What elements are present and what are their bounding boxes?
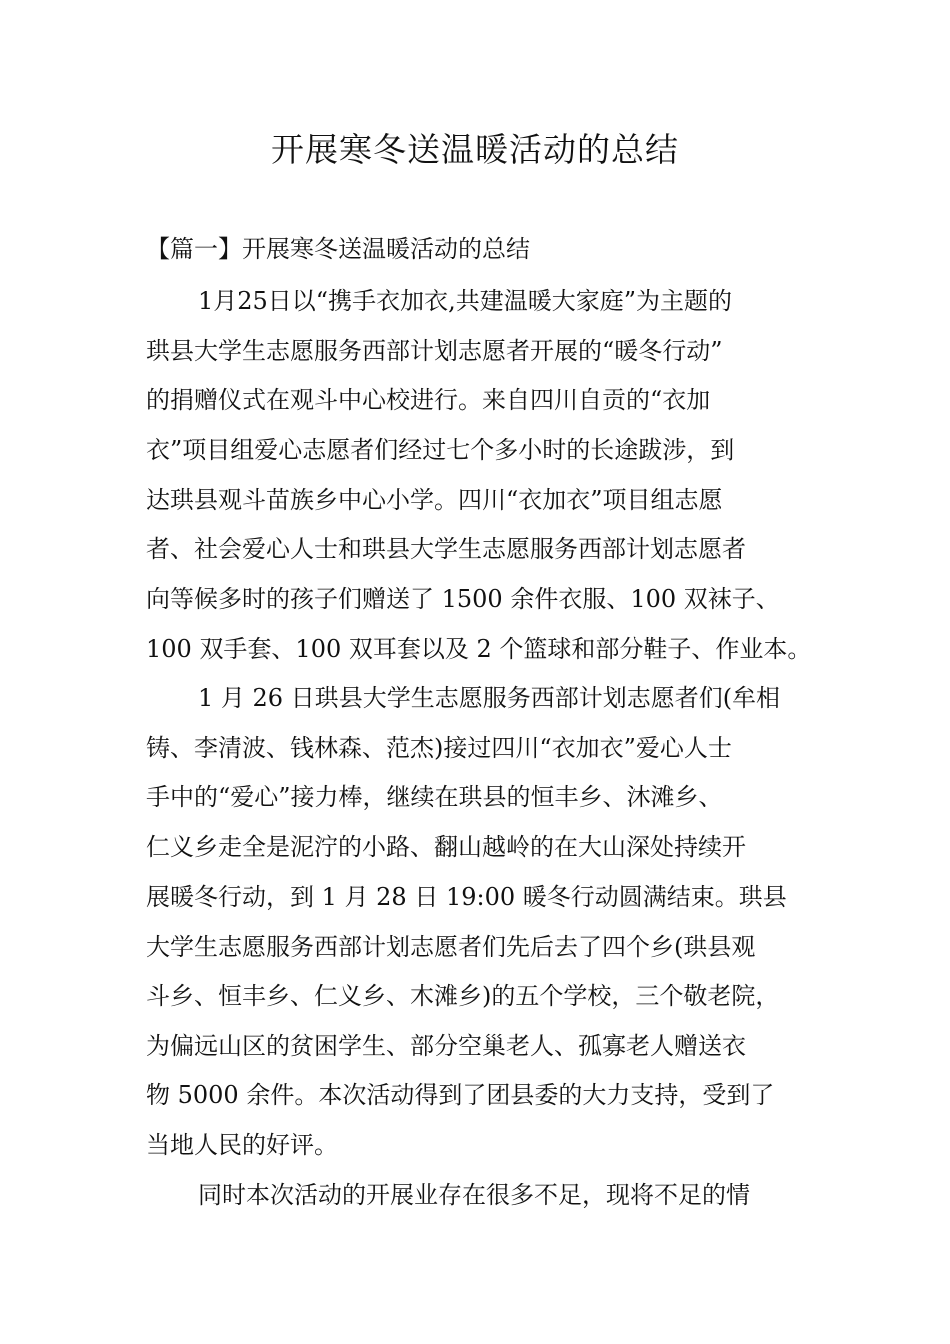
paragraph-3-line-1: 同时本次活动的开展业存在很多不足，现将不足的情 bbox=[198, 1181, 750, 1209]
document-title: 开展寒冬送温暖活动的总结 bbox=[271, 130, 679, 169]
paragraph-2-line-8: 为偏远山区的贫困学生、部分空巢老人、孤寡老人赠送衣 bbox=[146, 1032, 746, 1060]
paragraph-1-line-2: 珙县大学生志愿服务西部计划志愿者开展的“暖冬行动” bbox=[146, 337, 723, 365]
paragraph-1-line-7: 向等候多时的孩子们赠送了 1500 余件衣服、100 双袜子、 bbox=[146, 585, 780, 613]
paragraph-1-line-8: 100 双手套、100 双耳套以及 2 个篮球和部分鞋子、作业本。 bbox=[146, 635, 812, 663]
paragraph-2-line-6: 大学生志愿服务西部计划志愿者们先后去了四个乡(珙县观 bbox=[146, 933, 756, 961]
paragraph-2-line-9: 物 5000 余件。本次活动得到了团县委的大力支持，受到了 bbox=[146, 1081, 775, 1109]
section-heading: 【篇一】开展寒冬送温暖活动的总结 bbox=[146, 235, 530, 263]
paragraph-1-line-6: 者、社会爱心人士和珙县大学生志愿服务西部计划志愿者 bbox=[146, 535, 746, 563]
paragraph-2-line-2: 铸、李清波、钱林森、范杰)接过四川“衣加衣”爱心人士 bbox=[146, 734, 732, 762]
paragraph-2-line-3: 手中的“爱心”接力棒，继续在珙县的恒丰乡、沐滩乡、 bbox=[146, 783, 723, 811]
paragraph-2-line-10: 当地人民的好评。 bbox=[146, 1131, 338, 1159]
paragraph-2-line-7: 斗乡、恒丰乡、仁义乡、木滩乡)的五个学校，三个敬老院， bbox=[146, 982, 780, 1010]
paragraph-1-line-1: 1月25日以“携手衣加衣,共建温暖大家庭”为主题的 bbox=[198, 287, 732, 315]
paragraph-1-line-3: 的捐赠仪式在观斗中心校进行。来自四川自贡的“衣加 bbox=[146, 386, 711, 414]
paragraph-2-line-5: 展暖冬行动，到 1 月 28 日 19:00 暖冬行动圆满结束。珙县 bbox=[146, 883, 787, 911]
paragraph-2-line-4: 仁义乡走全是泥泞的小路、翻山越岭的在大山深处持续开 bbox=[146, 833, 746, 861]
paragraph-2-line-1: 1 月 26 日珙县大学生志愿服务西部计划志愿者们(牟相 bbox=[198, 684, 781, 712]
paragraph-1-line-4: 衣”项目组爱心志愿者们经过七个多小时的长途跋涉，到 bbox=[146, 436, 735, 464]
paragraph-1-line-5: 达珙县观斗苗族乡中心小学。四川“衣加衣”项目组志愿 bbox=[146, 486, 723, 514]
